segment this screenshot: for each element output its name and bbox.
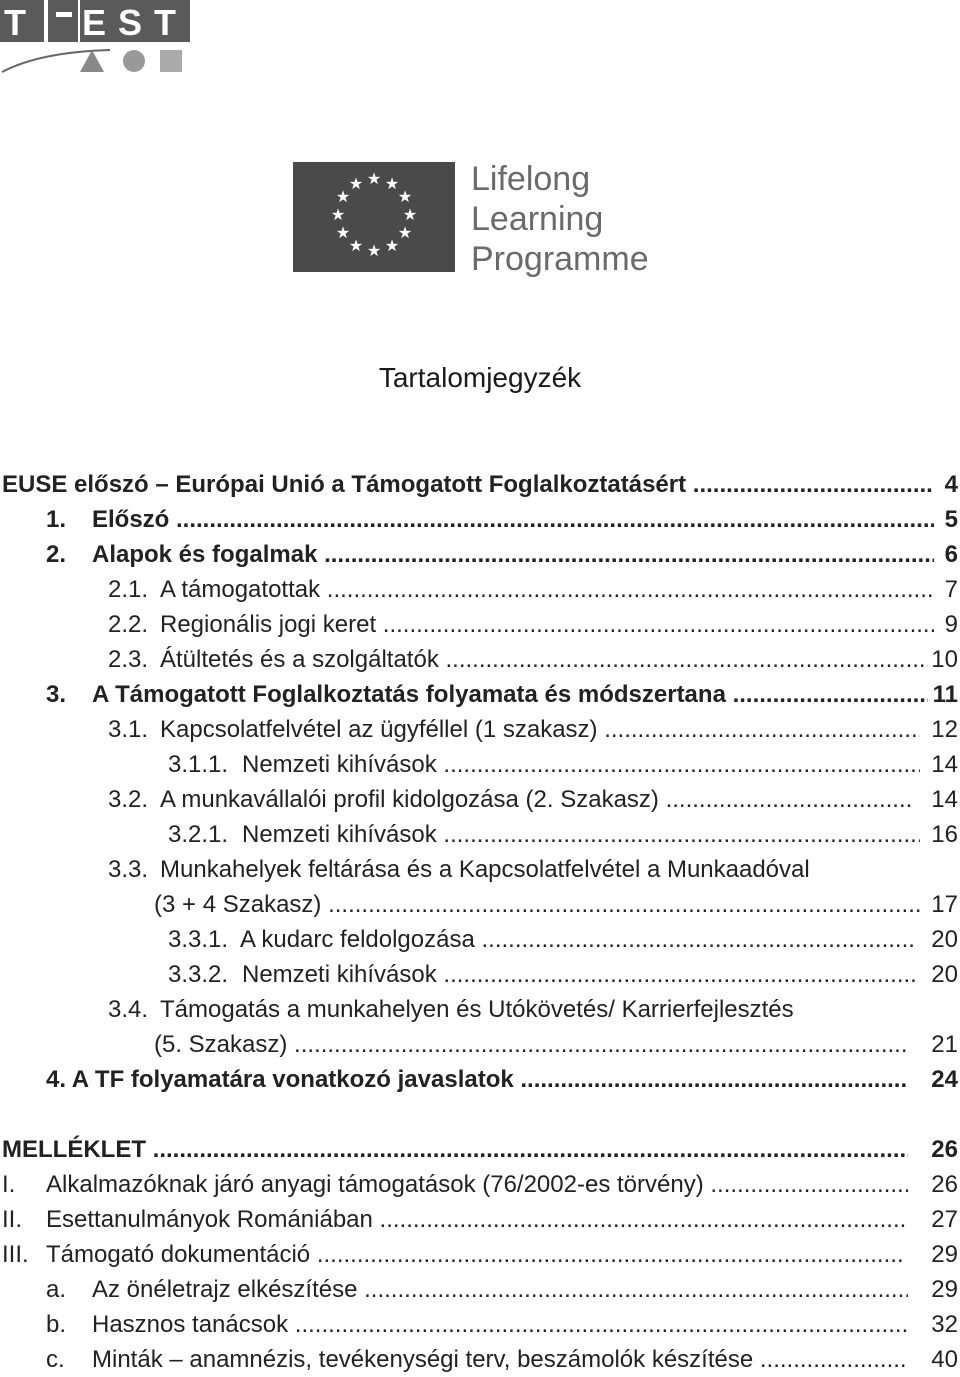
svg-text:★: ★ [335, 223, 351, 242]
toc-entry-page: 32 [931, 1311, 958, 1338]
toc-entry-page: 5 [944, 506, 958, 533]
toc-entry-text: MELLÉKLET ..... [2, 1132, 908, 1167]
svg-text:★: ★ [397, 223, 413, 242]
toc-entry-page: 17 [931, 891, 958, 918]
toc-entry-page: 10 [931, 646, 958, 673]
llp-line-1: Lifelong [471, 160, 591, 198]
toc-entry-page: 4 [944, 471, 958, 498]
t-est-logo [0, 0, 195, 78]
toc-entry-page: 6 [944, 541, 958, 568]
toc-entry-number: 3.3. [108, 856, 149, 883]
toc-entry-page: 40 [931, 1346, 958, 1373]
llp-line-3: Programme [471, 240, 649, 278]
toc-entry-text: Alkalmazóknak járó anyagi támogatások (76/2002-es törvény) ..... [46, 1167, 908, 1202]
toc-entry-number: 2.2. [108, 611, 149, 638]
svg-text:★: ★ [366, 241, 382, 260]
toc-entry-number: 3.3.1. [168, 926, 229, 953]
toc-entry-text: Munkahelyek feltárása és a Kapcsolatfelvétel a Munkaadóval [160, 856, 810, 883]
toc-entry-melleklet[interactable] [0, 1132, 960, 1167]
toc-entry-number: 1. [46, 506, 67, 533]
lifelong-learning-programme-logo [293, 158, 673, 278]
toc-entry-page: 9 [944, 611, 958, 638]
toc-entry-page: 11 [932, 681, 958, 708]
toc-entry-3-3-2[interactable] [0, 957, 960, 992]
toc-entry-annex-iii[interactable] [0, 1237, 960, 1272]
toc-entry-text: A támogatottak ..... [160, 572, 934, 607]
toc-entry-number: 2.3. [108, 646, 149, 673]
toc-entry-annex-i[interactable] [0, 1167, 960, 1202]
toc-entry-page: 24 [931, 1066, 958, 1093]
toc-entry-number: 3.2. [108, 786, 149, 813]
toc-entry-text: Hasznos tanácsok ..... [92, 1307, 908, 1342]
toc-entry-text: Nemzeti kihívások ..... [242, 747, 920, 782]
toc-entry-page: 14 [931, 751, 958, 778]
toc-entry-number: II. [2, 1206, 23, 1233]
llp-line-2: Learning [471, 200, 604, 238]
toc-entry-number: 3.4. [108, 996, 149, 1023]
svg-text:★: ★ [330, 205, 346, 224]
toc-entry-number: 3.3.2. [168, 961, 229, 988]
svg-text:S: S [118, 2, 143, 43]
svg-text:★: ★ [384, 236, 400, 255]
toc-entry-page: 26 [931, 1136, 958, 1163]
toc-entry-3-2[interactable] [0, 782, 960, 817]
toc-entry-number: b. [46, 1311, 67, 1338]
toc-entry-3-3[interactable] [0, 852, 960, 887]
toc-entry-euse[interactable] [0, 467, 960, 502]
toc-entry-page: 29 [931, 1276, 958, 1303]
svg-text:★: ★ [348, 236, 364, 255]
toc-entry-text: Minták – anamnézis, tevékenységi terv, beszámolók készítése ..... [92, 1342, 908, 1377]
page-title: Tartalomjegyzék [378, 362, 582, 393]
toc-entry-page: 12 [931, 716, 958, 743]
svg-text:★: ★ [397, 187, 413, 206]
toc-entry-text: (5. Szakasz) ..... [154, 1027, 908, 1062]
toc-entry-text: Támogató dokumentáció ..... [46, 1237, 904, 1272]
toc-entry-number: 3. [46, 681, 67, 708]
svg-text:★: ★ [348, 174, 364, 193]
toc-entry-number: 2. [46, 541, 67, 568]
toc-entry-3-3-1[interactable] [0, 922, 960, 957]
toc-entry-number: 2.1. [108, 576, 149, 603]
toc-entry-text: Támogatás a munkahelyen és Utókövetés/ Karrierfejlesztés [160, 996, 794, 1023]
toc-entry-text: Nemzeti kihívások ..... [242, 957, 916, 992]
toc-entry-number: III. [2, 1241, 29, 1268]
toc-entry-text: A Támogatott Foglalkoztatás folyamata és módszertana ..... [92, 677, 928, 712]
toc-entry-text: (3 + 4 Szakasz) ..... [154, 887, 920, 922]
toc-entry-page: 21 [931, 1031, 958, 1058]
toc-entry-page: 27 [931, 1206, 958, 1233]
toc-entry-text: Esettanulmányok Romániában ..... [46, 1202, 908, 1237]
toc-entry-number: c. [46, 1346, 65, 1373]
toc-entry-2-3[interactable] [0, 642, 960, 677]
toc-entry-annex-b[interactable] [0, 1307, 960, 1342]
toc-entry-page: 20 [931, 926, 958, 953]
toc-entry-3-4-cont[interactable] [0, 1027, 960, 1062]
toc-entry-text: Regionális jogi keret ..... [160, 607, 934, 642]
toc-entry-text: Kapcsolatfelvétel az ügyféllel (1 szakasz) ..... [160, 712, 920, 747]
toc-entry-3-1-1[interactable] [0, 747, 960, 782]
toc-entry-number: I. [2, 1171, 16, 1198]
toc-entry-text: Nemzeti kihívások ..... [242, 817, 920, 852]
svg-text:★: ★ [366, 169, 382, 188]
toc-entry-2-2[interactable] [0, 607, 960, 642]
svg-text:★: ★ [384, 174, 400, 193]
toc-entry-3-2-1[interactable] [0, 817, 960, 852]
toc-entry-text: Alapok és fogalmak ..... [92, 537, 934, 572]
toc-entry-annex-a[interactable] [0, 1272, 960, 1307]
toc-entry-page: 14 [931, 786, 958, 813]
toc-entry-2[interactable] [0, 537, 960, 572]
toc-entry-page: 26 [931, 1171, 958, 1198]
toc-entry-page: 29 [931, 1241, 958, 1268]
toc-entry-text: Az önéletrajz elkészítése ..... [92, 1272, 908, 1307]
toc-entry-3[interactable] [0, 677, 960, 712]
toc-entry-number: 3.2.1. [168, 821, 229, 848]
toc-entry-page: 20 [931, 961, 958, 988]
toc-entry-3-3-cont[interactable] [0, 887, 960, 922]
toc-entry-text: Előszó ..... [92, 502, 934, 537]
toc-entry-page: 7 [944, 576, 958, 603]
toc-entry-number: 3.1.1. [168, 751, 229, 778]
toc-entry-number: a. [46, 1276, 67, 1303]
toc-entry-page: 16 [931, 821, 958, 848]
toc-entry-number: 3.1. [108, 716, 149, 743]
toc-entry-3-4[interactable] [0, 992, 960, 1027]
toc-entry-text: EUSE előszó – Európai Unió a Támogatott Foglalkoztatásért ..... [2, 467, 932, 502]
toc-entry-1[interactable] [0, 502, 960, 537]
svg-text:★: ★ [335, 187, 351, 206]
toc-entry-text: A munkavállalói profil kidolgozása (2. Szakasz) ..... [160, 782, 912, 817]
toc-entry-text: Átültetés és a szolgáltatók ..... [160, 642, 928, 677]
svg-text:E: E [82, 2, 107, 43]
svg-text:T: T [154, 2, 176, 43]
toc-entry-2-1[interactable] [0, 572, 960, 607]
svg-text:T: T [4, 2, 26, 43]
toc-entry-3-1[interactable] [0, 712, 960, 747]
toc-entry-annex-c[interactable] [0, 1342, 960, 1377]
svg-text:★: ★ [402, 205, 418, 224]
toc-entry-text: 4. A TF folyamatára vonatkozó javaslatok ..... [46, 1062, 908, 1097]
toc-entry-annex-ii[interactable] [0, 1202, 960, 1237]
toc-entry-4[interactable] [0, 1062, 960, 1097]
toc-entry-text: A kudarc feldolgozása ..... [240, 922, 916, 957]
